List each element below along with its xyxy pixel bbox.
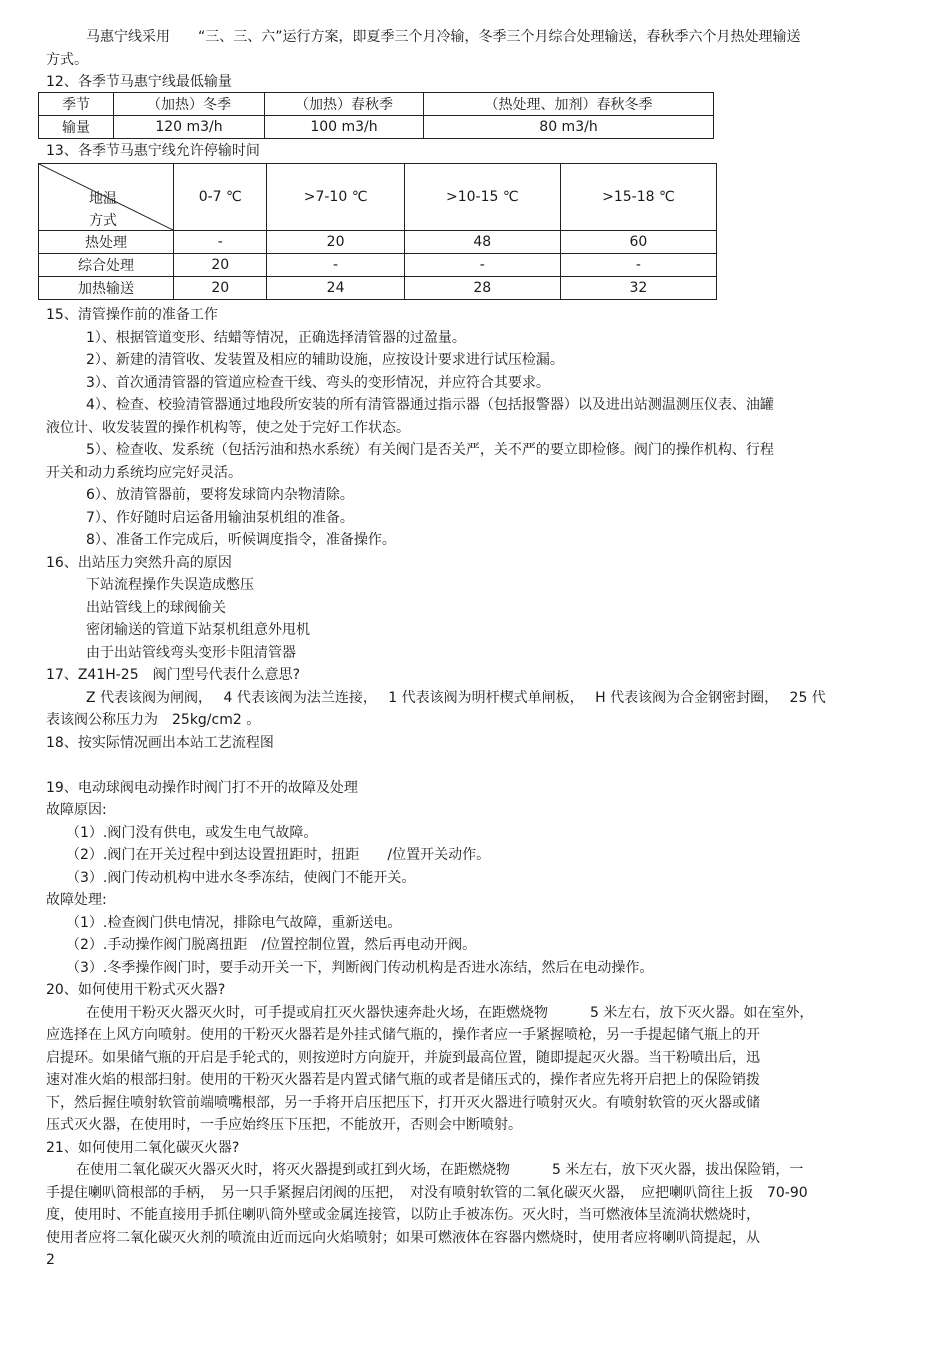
- table-cell: 120 m3/h: [114, 116, 265, 139]
- paragraph-line: 2）、新建的清管收、发装置及相应的辅助设施，应按设计要求进行试压检漏。: [86, 352, 564, 368]
- paragraph-line: （3）.冬季操作阀门时，要手动开关一下，判断阀门传动机构是否进水冻结，然后在电动操作。: [66, 960, 654, 976]
- paragraph-line: 故障原因:: [46, 802, 107, 818]
- paragraph-line: 在使用干粉灭火器灭火时，可手提或肩扛灭火器快速奔赴火场，在距燃烧物 5 米左右，放下灭火器。如在室外，: [86, 1005, 814, 1021]
- table-header-cell: >10-15 ℃: [404, 164, 560, 231]
- paragraph-line: 由于出站管线弯头变形卡阻清管器: [86, 645, 296, 661]
- diagonal-header-cell: [39, 164, 174, 231]
- heading-21: 21、如何使用二氧化碳灭火器?: [46, 1140, 240, 1156]
- table-cell: 20: [267, 231, 404, 254]
- paragraph-line: （2）.阀门在开关过程中到达设置扭距时，扭距 /位置开关动作。: [66, 847, 491, 863]
- table-cell: -: [560, 254, 716, 277]
- table-cell: 100 m3/h: [265, 116, 424, 139]
- heading-15: 15、清管操作前的准备工作: [46, 307, 218, 323]
- heading-13: 13、各季节马惠宁线允许停输时间: [46, 143, 260, 159]
- table-cell: 综合处理: [39, 254, 174, 277]
- table-row: [39, 164, 717, 231]
- paragraph-line: 下，然后握住喷射软管前端喷嘴根部，另一手将开启压把压下，打开灭火器进行喷射灭火。有喷射软管的灭火器或储: [46, 1095, 760, 1111]
- heading-18: 18、按实际情况画出本站工艺流程图: [46, 735, 274, 751]
- paragraph-line: 速对准火焰的根部扫射。使用的干粉灭火器若是内置式储气瓶的或者是储压式的，操作者应先将开启把上的保险销拨: [46, 1072, 760, 1088]
- paragraph-line: （1）.阀门没有供电，或发生电气故障。: [66, 825, 318, 841]
- table-row: [39, 231, 717, 254]
- table-cell: 季节: [39, 93, 114, 116]
- table-cell: 热处理: [39, 231, 174, 254]
- paragraph-line: 1）、根据管道变形、结蜡等情况，正确选择清管器的过盈量。: [86, 330, 466, 346]
- table-row: [39, 254, 717, 277]
- paragraph-line: （3）.阀门传动机构中进水冬季冻结，使阀门不能开关。: [66, 870, 416, 886]
- shutdown-time-table: [38, 163, 717, 300]
- paragraph-line: 度，使用时、不能直接用手抓住喇叭筒外壁或金属连接管，以防止手被冻伤。灭火时，当可燃液体呈流淌状燃烧时，: [46, 1207, 760, 1223]
- min-flow-table: [38, 92, 714, 139]
- paragraph-line: 手提住喇叭筒根部的手柄， 另一只手紧握启闭阀的压把， 对没有喷射软管的二氧化碳灭火器， 应把喇叭筒往上扳 70-90: [46, 1185, 808, 1201]
- heading-20: 20、如何使用干粉式灭火器?: [46, 982, 226, 998]
- paragraph-line: 下站流程操作失误造成憋压: [86, 577, 254, 593]
- heading-12: 12、各季节马惠宁线最低输量: [46, 74, 232, 90]
- paragraph-line: 压式灭火器，在使用时，一手应始终压下压把，不能放开，否则会中断喷射。: [46, 1117, 522, 1133]
- paragraph-line: Z 代表该阀为闸阀， 4 代表该阀为法兰连接， 1 代表该阀为明杆楔式单闸板， H 代表该阀为合金钢密封圈， 25 代: [86, 690, 826, 706]
- table-cell: （加热）冬季: [114, 93, 265, 116]
- table-cell: （热处理、加剂）春秋冬季: [424, 93, 714, 116]
- table-cell: -: [174, 231, 267, 254]
- table-cell: 20: [174, 277, 267, 300]
- heading-17: 17、Z41H-25 阀门型号代表什么意思?: [46, 667, 301, 683]
- paragraph-line: 8）、准备工作完成后，听候调度指令，准备操作。: [86, 532, 396, 548]
- table-cell: 输量: [39, 116, 114, 139]
- table-cell: 加热输送: [39, 277, 174, 300]
- paragraph-line: 应选择在上风方向喷射。使用的干粉灭火器若是外挂式储气瓶的，操作者应一手紧握喷枪，另一手提起储气瓶上的开: [46, 1027, 760, 1043]
- paragraph-line: 7）、作好随时启运备用输油泵机组的准备。: [86, 510, 354, 526]
- paragraph-line: 4）、检查、校验清管器通过地段所安装的所有清管器通过指示器（包括报警器）以及进出站测温测压仪表、油罐: [86, 397, 774, 413]
- table-row: [39, 93, 714, 116]
- paragraph-line: （2）.手动操作阀门脱离扭距 /位置控制位置，然后再电动开阀。: [66, 937, 477, 953]
- heading-19: 19、电动球阀电动操作时阀门打不开的故障及处理: [46, 780, 358, 796]
- paragraph-line: 启提环。如果储气瓶的开启是手轮式的，则按逆时方向旋开，并旋到最高位置，随即提起灭火器。当干粉喷出后，迅: [46, 1050, 760, 1066]
- table-cell: 24: [267, 277, 404, 300]
- table-cell: 28: [404, 277, 560, 300]
- paragraph-line: 液位计、收发装置的操作机构等，使之处于完好工作状态。: [46, 420, 410, 436]
- paragraph-line: 故障处理:: [46, 892, 107, 908]
- paragraph-line: 3）、首次通清管器的管道应检查干线、弯头的变形情况，并应符合其要求。: [86, 375, 550, 391]
- table-cell: 32: [560, 277, 716, 300]
- paragraph-line: 使用者应将二氧化碳灭火剂的喷流由近而远向火焰喷射；如果可燃液体在容器内燃烧时，使用者应将喇叭筒提起，从: [46, 1230, 760, 1246]
- table-cell: （加热）春秋季: [265, 93, 424, 116]
- table-cell: 48: [404, 231, 560, 254]
- paragraph-line: 出站管线上的球阀偷关: [86, 600, 226, 616]
- table-header-cell: >7-10 ℃: [267, 164, 404, 231]
- table-row: [39, 277, 717, 300]
- corner-label-top: 地温: [89, 191, 117, 207]
- table-row: [39, 116, 714, 139]
- paragraph-line: 在使用二氧化碳灭火器灭火时，将灭火器提到或扛到火场，在距燃烧物 5 米左右，放下灭火器，拔出保险销，一: [76, 1162, 804, 1178]
- table-cell: -: [404, 254, 560, 277]
- page-number: 2: [46, 1252, 55, 1268]
- table-cell: 20: [174, 254, 267, 277]
- paragraph-line: 表该阀公称压力为 25kg/cm2 。: [46, 712, 261, 728]
- paragraph-line: 5）、检查收、发系统（包括污油和热水系统）有关阀门是否关严，关不严的要立即检修。阀门的操作机构、行程: [86, 442, 774, 458]
- intro-line-1: 马惠宁线采用 “三、三、六”运行方案，即夏季三个月冷输，冬季三个月综合处理输送，春秋季六个月热处理输送: [86, 29, 801, 45]
- table-cell: -: [267, 254, 404, 277]
- table-header-cell: 0-7 ℃: [174, 164, 267, 231]
- heading-16: 16、出站压力突然升高的原因: [46, 555, 232, 571]
- intro-line-2: 方式。: [46, 52, 88, 68]
- paragraph-line: 密闭输送的管道下站泵机组意外甩机: [86, 622, 310, 638]
- paragraph-line: 开关和动力系统均应完好灵活。: [46, 465, 242, 481]
- paragraph-line: （1）.检查阀门供电情况，排除电气故障，重新送电。: [66, 915, 402, 931]
- table-cell: 60: [560, 231, 716, 254]
- corner-label-bottom: 方式: [89, 213, 117, 229]
- table-cell: 80 m3/h: [424, 116, 714, 139]
- paragraph-line: 6）、放清管器前，要将发球筒内杂物清除。: [86, 487, 354, 503]
- table-header-cell: >15-18 ℃: [560, 164, 716, 231]
